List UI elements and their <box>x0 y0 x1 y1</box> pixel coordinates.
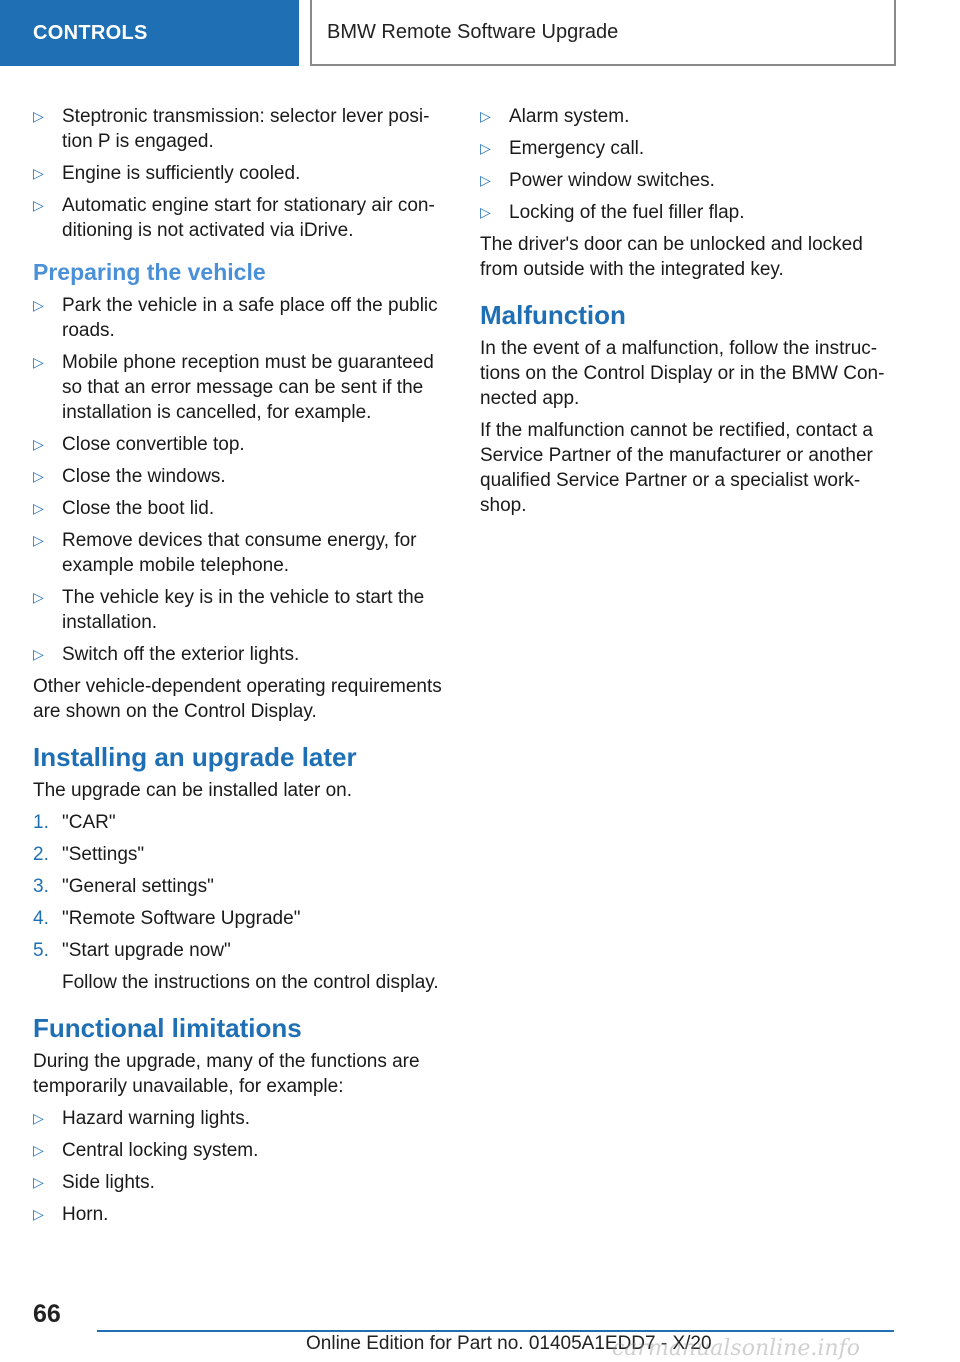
list-item: ▷ Remove devices that consume energy, for example mobile telephone. <box>33 530 417 576</box>
triangle-right-outline-icon: ▷ <box>33 1174 44 1190</box>
list-item: ▷ Mobile phone reception must be guaranteed so that an error message can be sent if the installation is cancelled, for example. <box>33 352 434 423</box>
heading-malfunction: Malfunction <box>480 300 626 330</box>
list-item: ▷ Park the vehicle in a safe place off the public roads. <box>33 295 438 341</box>
triangle-right-outline-icon: ▷ <box>480 204 491 220</box>
step-item: 1. "CAR" <box>33 812 116 833</box>
step-item: 2. "Settings" <box>33 844 145 865</box>
list-item: ▷ Locking of the fuel filler flap. <box>480 202 745 223</box>
chapter-title: BMW Remote Software Upgrade <box>327 20 619 43</box>
install-later-intro: The upgrade can be installed later on. <box>33 780 352 801</box>
step-item: 5. "Start upgrade now" <box>33 940 231 961</box>
heading-functional-limitations: Functional limitations <box>33 1013 302 1043</box>
list-item: ▷ Close the windows. <box>33 466 226 487</box>
limitations-intro: During the upgrade, many of the functions are temporarily unavailable, for example: <box>33 1051 420 1097</box>
step-item: 3. "General settings" <box>33 876 214 897</box>
triangle-right-outline-icon: ▷ <box>33 500 44 516</box>
triangle-right-outline-icon: ▷ <box>33 197 44 213</box>
step-number: 2. <box>33 844 49 865</box>
page-number: 66 <box>33 1300 61 1328</box>
list-item: ▷ The vehicle key is in the vehicle to start the installation. <box>33 587 425 633</box>
install-steps-list <box>33 810 453 963</box>
triangle-right-outline-icon: ▷ <box>33 1110 44 1126</box>
triangle-right-outline-icon: ▷ <box>33 297 44 313</box>
door-note: The driver's door can be unlocked and locked from outside with the integrated key. <box>480 234 863 280</box>
intro-bullet-list <box>33 104 453 243</box>
watermark: carmanualsonline.info <box>612 1336 860 1361</box>
triangle-right-outline-icon: ▷ <box>33 354 44 370</box>
list-item: ▷ Close convertible top. <box>33 434 245 455</box>
list-item: ▷ Hazard warning lights. <box>33 1108 250 1129</box>
list-item: ▷ Alarm system. <box>480 106 630 127</box>
step-number: 5. <box>33 940 49 961</box>
heading-preparing-vehicle: Preparing the vehicle <box>33 259 266 285</box>
triangle-right-outline-icon: ▷ <box>480 140 491 156</box>
triangle-right-outline-icon: ▷ <box>33 108 44 124</box>
malfunction-paragraph: If the malfunction cannot be rectified, contact a Service Partner of the manufacturer or another qualified Service Partner or a specialist workshop. <box>480 420 873 516</box>
step-number: 4. <box>33 908 49 929</box>
list-item: ▷ Central locking system. <box>33 1140 259 1161</box>
triangle-right-outline-icon: ▷ <box>480 108 491 124</box>
triangle-right-outline-icon: ▷ <box>33 468 44 484</box>
malfunction-paragraph: In the event of a malfunction, follow the instructions on the Control Display or in the BMW Connected app. <box>480 338 885 409</box>
triangle-right-outline-icon: ▷ <box>33 165 44 181</box>
triangle-right-outline-icon: ▷ <box>33 532 44 548</box>
chapter-title-box <box>310 0 896 66</box>
list-item: ▷ Emergency call. <box>480 138 645 159</box>
preparing-note: Other vehicle-dependent operating requirements are shown on the Control Display. <box>33 676 442 722</box>
triangle-right-outline-icon: ▷ <box>33 436 44 452</box>
step-number: 3. <box>33 876 49 897</box>
step-note: Follow the instructions on the control display. <box>62 972 439 993</box>
left-column <box>33 104 453 1234</box>
triangle-right-outline-icon: ▷ <box>33 646 44 662</box>
section-label: CONTROLS <box>33 21 148 44</box>
triangle-right-outline-icon: ▷ <box>33 589 44 605</box>
step-number: 1. <box>33 812 49 833</box>
list-item: ▷ Power window switches. <box>480 170 715 191</box>
list-item: ▷ Steptronic transmission: selector lever position P is engaged. <box>33 106 430 152</box>
limitations-bullet-list <box>33 1106 453 1227</box>
list-item: ▷ Close the boot lid. <box>33 498 215 519</box>
preparing-bullet-list <box>33 293 453 667</box>
triangle-right-outline-icon: ▷ <box>33 1206 44 1222</box>
limitations-bullet-list-continued <box>480 104 900 225</box>
footer-divider <box>97 1330 894 1332</box>
step-item: 4. "Remote Software Upgrade" <box>33 908 301 929</box>
heading-installing-later: Installing an upgrade later <box>33 742 357 772</box>
list-item: ▷ Horn. <box>33 1204 109 1225</box>
triangle-right-outline-icon: ▷ <box>480 172 491 188</box>
list-item: ▷ Engine is sufficiently cooled. <box>33 163 301 184</box>
triangle-right-outline-icon: ▷ <box>33 1142 44 1158</box>
edition-info: Online Edition for Part no. 01405A1EDD7 - X/20 <box>306 1333 712 1354</box>
right-column <box>480 104 900 525</box>
list-item: ▷ Side lights. <box>33 1172 155 1193</box>
list-item: ▷ Automatic engine start for stationary air conditioning is not activated via iDrive. <box>33 195 435 241</box>
section-tab-controls <box>0 0 299 66</box>
list-item: ▷ Switch off the exterior lights. <box>33 644 300 665</box>
